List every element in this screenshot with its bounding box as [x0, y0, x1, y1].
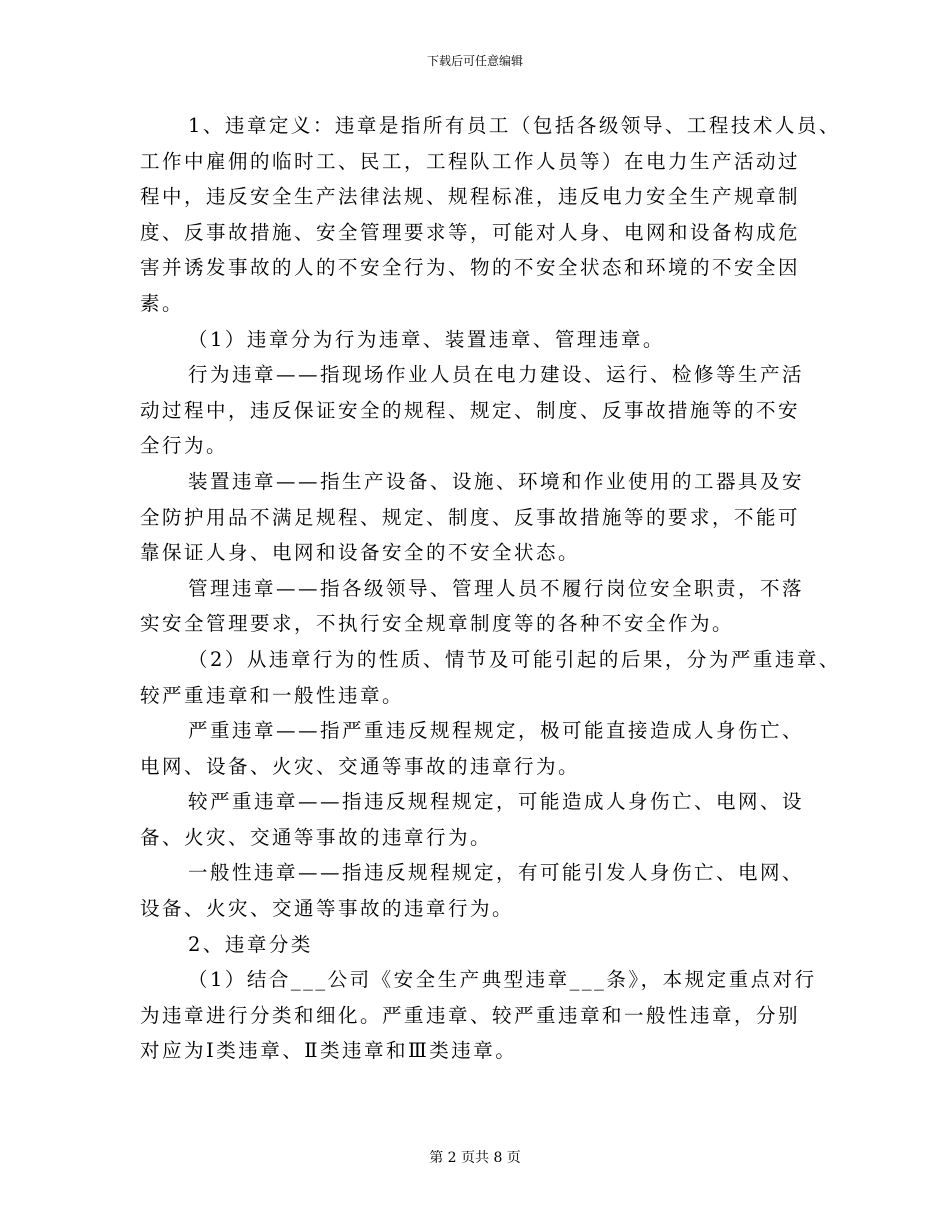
text-line: 较严重违章——指违反规程规定，可能造成人身伤亡、电网、设	[188, 790, 805, 814]
text-line: 电网、设备、火灾、交通等事故的违章行为。	[140, 754, 581, 778]
text-line: （1）违章分为行为违章、装置违章、管理违章。	[188, 327, 665, 351]
text-line: 工作中雇佣的临时工、民工，工程队工作人员等）在电力生产活动过	[140, 149, 801, 173]
text-line: （2）从违章行为的性质、情节及可能引起的后果，分为严重违章、	[188, 647, 841, 671]
text-line: 一般性违章——指违反规程规定，有可能引发人身伤亡、电网、	[188, 861, 805, 885]
text-line: （1）结合___公司《安全生产典型违章___条》，本规定重点对行	[188, 968, 817, 992]
text-line: 对应为Ⅰ类违章、Ⅱ类违章和Ⅲ类违章。	[140, 1039, 518, 1063]
text-line: 素。	[140, 291, 185, 315]
text-line: 备、火灾、交通等事故的违章行为。	[140, 825, 493, 849]
text-line: 2、违章分类	[188, 932, 313, 956]
text-line: 装置违章——指生产设备、设施、环境和作业使用的工器具及安	[188, 469, 805, 493]
text-line: 全行为。	[140, 434, 229, 458]
text-line: 实安全管理要求，不执行安全规章制度等的各种不安全作为。	[140, 612, 735, 636]
text-line: 害并诱发事故的人的不安全行为、物的不安全状态和环境的不安全因	[140, 256, 801, 280]
document-body	[140, 108, 841, 1069]
text-line: 行为违章——指现场作业人员在电力建设、运行、检修等生产活	[188, 363, 805, 387]
text-line: 度、反事故措施、安全管理要求等，可能对人身、电网和设备构成危	[140, 220, 801, 244]
text-line: 为违章进行分类和细化。严重违章、较严重违章和一般性违章，分别	[140, 1003, 801, 1027]
text-line: 设备、火灾、交通等事故的违章行为。	[140, 897, 515, 921]
page-footer: 第 2 页共 8 页	[429, 1150, 521, 1166]
text-line: 管理违章——指各级领导、管理人员不履行岗位安全职责，不落	[188, 576, 805, 600]
text-line: 较严重违章和一般性违章。	[140, 683, 405, 707]
page-header: 下载后可任意编辑	[426, 54, 523, 68]
text-line: 严重违章——指严重违反规程规定，极可能直接造成人身伤亡、	[188, 719, 805, 743]
text-line: 程中，违反安全生产法律法规、规程标准，违反电力安全生产规章制	[140, 185, 801, 209]
text-line: 动过程中，违反保证安全的规程、规定、制度、反事故措施等的不安	[140, 398, 801, 422]
text-line: 靠保证人身、电网和设备安全的不安全状态。	[140, 541, 581, 565]
text-line: 1、违章定义：违章是指所有员工（包括各级领导、工程技术人员、	[188, 114, 841, 137]
text-line: 全防护用品不满足规程、规定、制度、反事故措施等的要求，不能可	[140, 505, 801, 529]
